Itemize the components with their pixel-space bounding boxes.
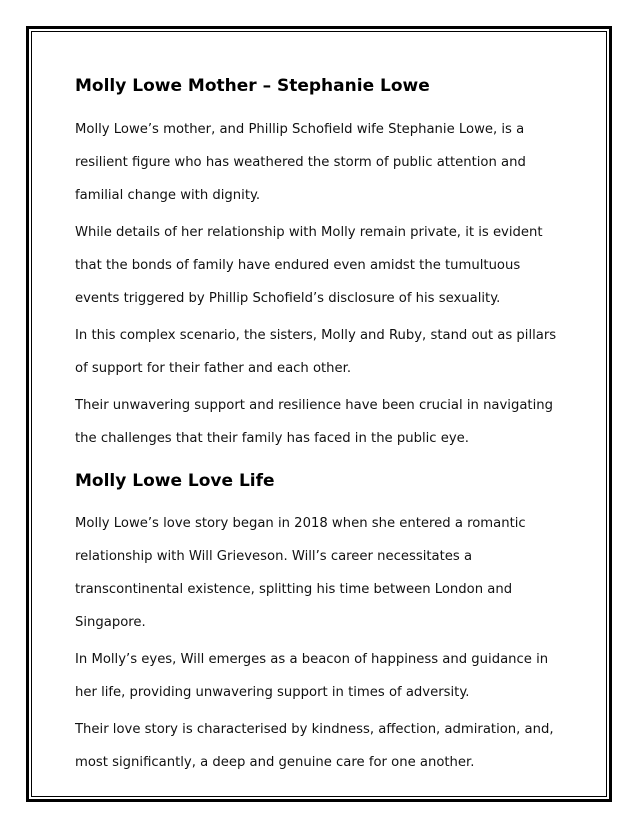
section-heading-love-life: Molly Lowe Love Life xyxy=(75,471,275,491)
paragraph: Their love story is characterised by kindness, affection, admiration, and, most significantly, a deep and genuine care for one another. xyxy=(75,722,554,770)
section-body-love-life xyxy=(75,507,565,779)
document-body xyxy=(75,74,565,779)
paragraph: Molly Lowe’s mother, and Phillip Schofield wife Stephanie Lowe, is a resilient figure who has weathered the storm of public attention and familial change with dignity. xyxy=(75,122,526,203)
paragraph: While details of her relationship with Molly remain private, it is evident that the bonds of family have endured even amidst the tumultuous events triggered by Phillip Schofield’s disclosure of his sexuality. xyxy=(75,225,543,306)
paragraph: In Molly’s eyes, Will emerges as a beacon of happiness and guidance in her life, providing unwavering support in times of adversity. xyxy=(75,652,549,700)
paragraph: Their unwavering support and resilience have been crucial in navigating the challenges that their family has faced in the public eye. xyxy=(75,398,553,446)
paragraph: Molly Lowe’s love story began in 2018 when she entered a romantic relationship with Will Grieveson. Will’s career necessitates a transcontinental existence, splitting his time between London and Singapore. xyxy=(75,516,526,630)
section-body-mother xyxy=(75,113,565,455)
paragraph: In this complex scenario, the sisters, Molly and Ruby, stand out as pillars of support for their father and each other. xyxy=(75,328,557,376)
section-heading-mother: Molly Lowe Mother – Stephanie Lowe xyxy=(75,76,430,96)
